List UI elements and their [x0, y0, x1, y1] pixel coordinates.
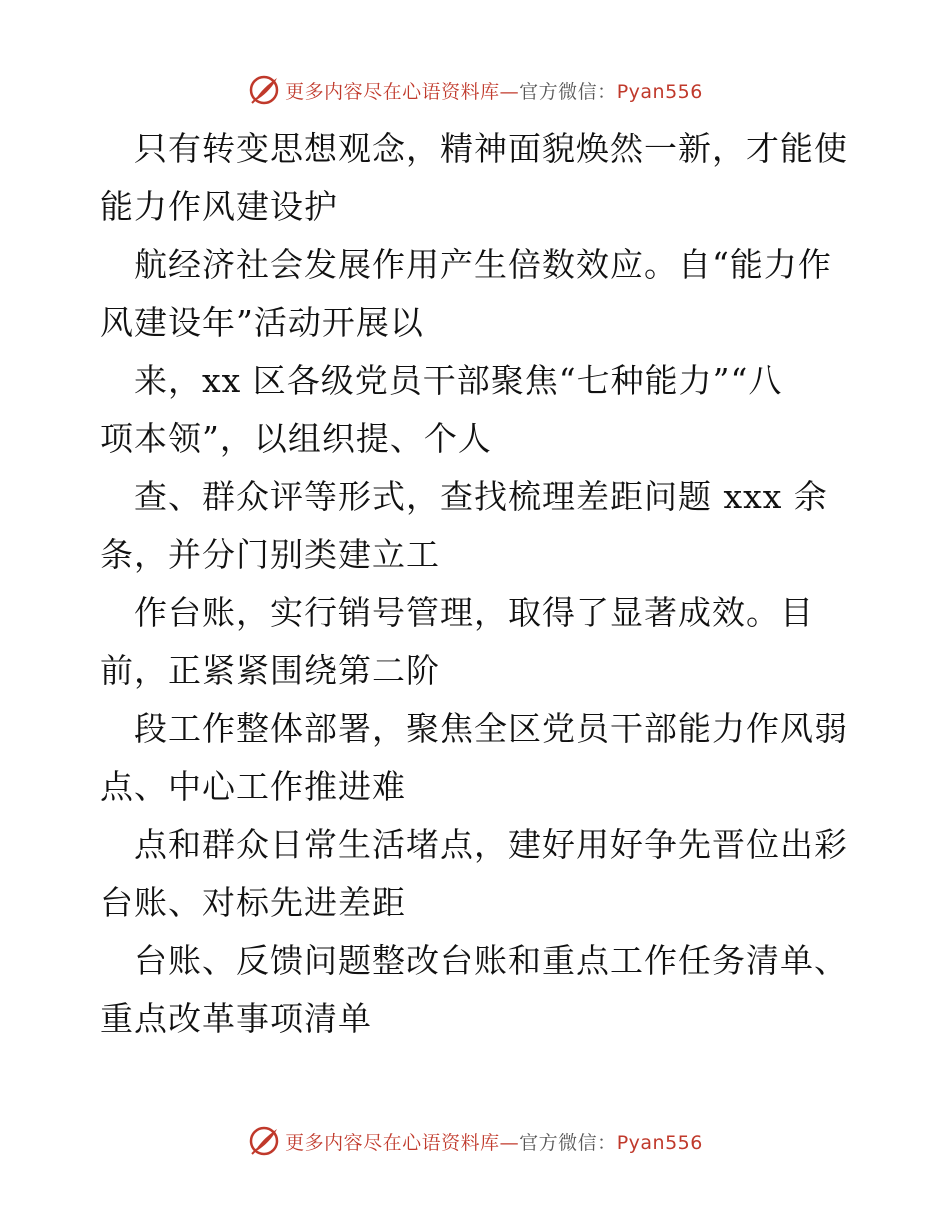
text-line: 来，xx 区各级党员干部聚焦“七种能力”“八 — [100, 361, 783, 400]
banner-official-label: 官方微信： — [519, 1131, 617, 1154]
text-line: 重点改革事项清单 — [100, 999, 372, 1038]
feather-pen-logo-icon — [247, 1124, 281, 1158]
banner-text — [285, 77, 703, 104]
banner-official-label: 官方微信： — [519, 80, 617, 103]
text-line: 项本领”，以组织提、个人 — [100, 419, 492, 458]
text-line: 点、中心工作推进难 — [100, 767, 406, 806]
text-line: 能力作风建设护 — [100, 187, 338, 226]
banner-dash: — — [499, 1131, 520, 1154]
text-line: 台账、反馈问题整改台账和重点工作任务清单、 — [100, 941, 848, 980]
text-line: 航经济社会发展作用产生倍数效应。自“能力作 — [100, 245, 832, 284]
text-line: 台账、对标先进差距 — [100, 883, 406, 922]
text-line: 段工作整体部署，聚焦全区党员干部能力作风弱 — [100, 709, 848, 748]
text-line: 前，正紧紧围绕第二阶 — [100, 651, 440, 690]
header-banner — [0, 70, 950, 110]
text-line: 只有转变思想观念，精神面貌焕然一新，才能使 — [100, 129, 848, 168]
text-line: 点和群众日常生活堵点，建好用好争先晋位出彩 — [100, 825, 848, 864]
banner-main-text: 更多内容尽在心语资料库 — [285, 80, 500, 103]
text-line: 条，并分门别类建立工 — [100, 535, 440, 574]
banner-text — [285, 1128, 703, 1155]
text-line: 风建设年”活动开展以 — [100, 303, 424, 342]
banner-main-text: 更多内容尽在心语资料库 — [285, 1131, 500, 1154]
banner-wechat-id: Pyan556 — [616, 80, 703, 103]
text-line: 作台账，实行销号管理，取得了显著成效。目 — [100, 593, 814, 632]
banner-dash: — — [499, 80, 520, 103]
document-body — [100, 120, 860, 1048]
feather-pen-logo-icon — [247, 73, 281, 107]
footer-banner — [0, 1121, 950, 1161]
banner-wechat-id: Pyan556 — [616, 1131, 703, 1154]
text-line: 查、群众评等形式，查找梳理差距问题 xxx 余 — [100, 477, 828, 516]
